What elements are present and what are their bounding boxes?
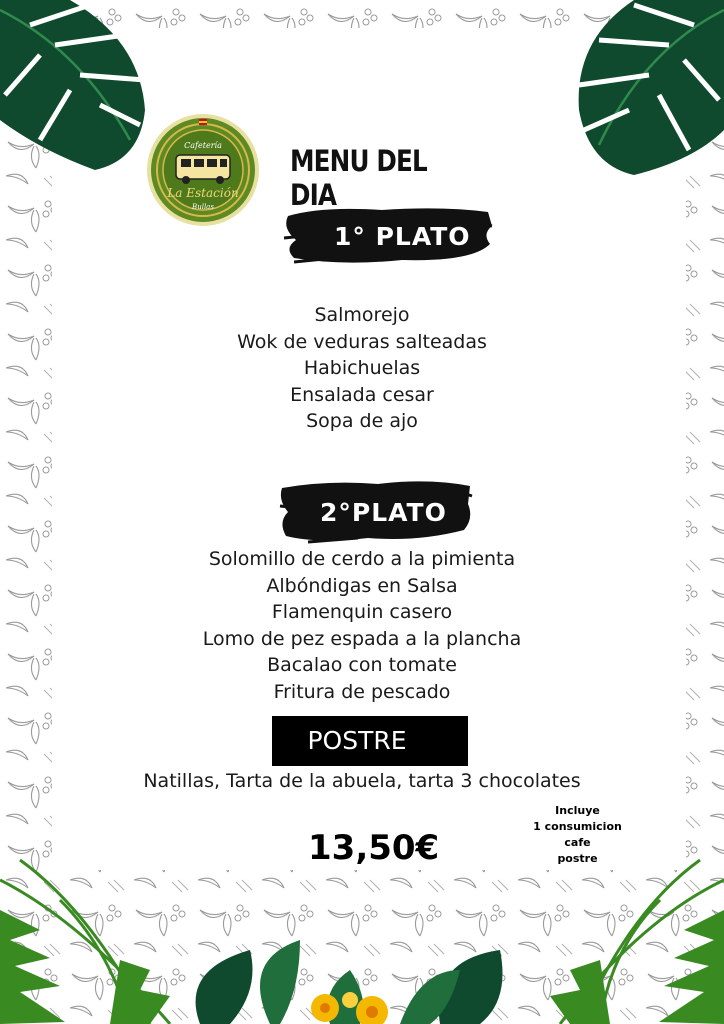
bus-icon bbox=[176, 155, 230, 184]
monstera-leaf-icon bbox=[0, 0, 150, 175]
monstera-leaf-icon bbox=[574, 0, 724, 180]
logo-name: La Estación bbox=[167, 186, 239, 200]
list-item: Bacalao con tomate bbox=[267, 654, 457, 676]
menu-title: MENU DEL DIA bbox=[290, 144, 427, 212]
list-item: Fritura de pescado bbox=[273, 680, 451, 703]
list-item: Lomo de pez espada a la plancha bbox=[202, 627, 522, 650]
logo-top-text: Cafetería bbox=[184, 141, 222, 150]
first-course-list bbox=[0, 302, 724, 435]
palm-foliage-icon bbox=[0, 840, 724, 1024]
list-item: Ensalada cesar bbox=[290, 383, 434, 406]
first-course-label: 1° PLATO bbox=[334, 222, 471, 251]
includes-line: 1 consumicion bbox=[533, 820, 622, 833]
dessert-label: POSTRE bbox=[307, 726, 407, 755]
list-item: Salmorejo bbox=[314, 304, 410, 326]
list-item: Wok de veduras salteadas bbox=[237, 330, 487, 353]
list-item: Habichuelas bbox=[303, 357, 421, 379]
includes-line: cafe bbox=[564, 836, 591, 849]
dessert-text: Natillas, Tarta de la abuela, tarta 3 chocolates bbox=[143, 770, 581, 792]
list-item: Solomillo de cerdo a la pimienta bbox=[208, 548, 516, 570]
cafeteria-logo bbox=[146, 113, 260, 227]
price: 13,50€ bbox=[308, 828, 440, 868]
includes-line: postre bbox=[557, 852, 598, 865]
list-item: Albóndigas en Salsa bbox=[266, 574, 458, 597]
second-course-list bbox=[0, 546, 724, 705]
second-course-label: 2°PLATO bbox=[320, 498, 447, 527]
list-item: Flamenquin casero bbox=[271, 601, 453, 623]
list-item: Sopa de ajo bbox=[306, 410, 418, 432]
logo-sub-text: Bullas bbox=[192, 203, 214, 211]
includes-line: Incluye bbox=[555, 804, 600, 817]
